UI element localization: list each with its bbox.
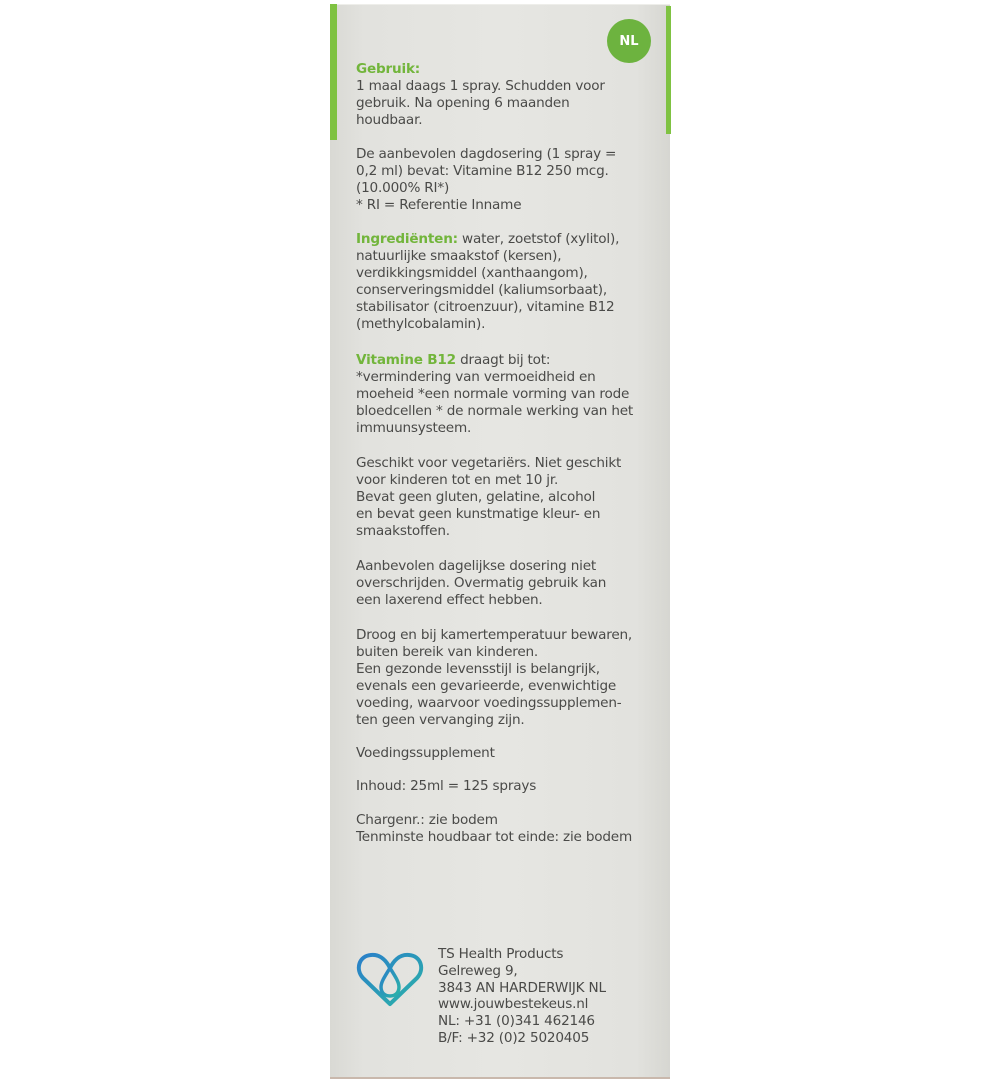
dosage-section bbox=[356, 146, 666, 214]
text-line: (methylcobalamin). bbox=[356, 316, 486, 332]
text-line: water, zoetstof (xylitol), bbox=[457, 231, 620, 247]
text-line: stabilisator (citroenzuur), vitamine B12 bbox=[356, 299, 615, 315]
phone-bf: B/F: +32 (0)2 5020405 bbox=[438, 1029, 590, 1046]
address-line: Gelreweg 9, bbox=[438, 962, 518, 979]
text-line: draagt bij tot: bbox=[455, 352, 551, 368]
warning-section bbox=[356, 558, 666, 609]
text-line: gebruik. Na opening 6 maanden bbox=[356, 95, 570, 111]
text-line: voor kinderen tot en met 10 jr. bbox=[356, 472, 559, 488]
text-line: verdikkingsmiddel (xanthaangom), bbox=[356, 265, 588, 281]
text-line: Geschikt voor vegetariërs. Niet geschikt bbox=[356, 455, 622, 471]
company-address bbox=[438, 946, 748, 1047]
batch-section bbox=[356, 812, 666, 846]
text-line: *vermindering van vermoeidheid en bbox=[356, 369, 596, 385]
language-badge: NL bbox=[607, 19, 651, 63]
text-line: voeding, waarvoor voedingssupplemen- bbox=[356, 695, 622, 711]
text-line: ten geen vervanging zijn. bbox=[356, 712, 525, 728]
storage-section bbox=[356, 627, 666, 729]
suitability-section bbox=[356, 455, 666, 540]
green-stripe-right bbox=[666, 6, 671, 134]
green-stripe-left bbox=[330, 4, 337, 140]
company-name: TS Health Products bbox=[438, 946, 564, 962]
text-line: 0,2 ml) bevat: Vitamine B12 250 mcg. bbox=[356, 163, 609, 179]
text-line: * RI = Referentie Inname bbox=[356, 197, 522, 213]
product-type: Voedingssupplement bbox=[356, 745, 495, 761]
text-line: natuurlijke smaakstof (kersen), bbox=[356, 248, 562, 264]
text-line: moeheid *een normale vorming van rode bbox=[356, 386, 630, 402]
ingredients-section bbox=[356, 231, 666, 333]
text-line: bloedcellen * de normale werking van het bbox=[356, 403, 634, 419]
address-line: 3843 AN HARDERWIJK NL bbox=[438, 979, 606, 996]
text-line: Aanbevolen dagelijkse dosering niet bbox=[356, 558, 597, 574]
text-line: evenals een gevarieerde, evenwichtige bbox=[356, 678, 617, 694]
text-line: een laxerend effect hebben. bbox=[356, 592, 543, 608]
ingredients-heading: Ingrediënten: bbox=[356, 231, 458, 247]
phone-nl: NL: +31 (0)341 462146 bbox=[438, 1013, 595, 1030]
text-line: 1 maal daags 1 spray. Schudden voor bbox=[356, 78, 605, 94]
text-line: immuunsysteem. bbox=[356, 420, 472, 436]
text-line: De aanbevolen dagdosering (1 spray = bbox=[356, 146, 617, 162]
claim-heading: Vitamine B12 bbox=[356, 352, 456, 368]
text-line: overschrijden. Overmatig gebruik kan bbox=[356, 575, 607, 591]
text-line: Droog en bij kamertemperatuur bewaren, bbox=[356, 627, 633, 643]
usage-heading: Gebruik: bbox=[356, 61, 421, 77]
text-line: conserveringsmiddel (kaliumsorbaat), bbox=[356, 282, 607, 298]
text-line: Chargenr.: zie bodem bbox=[356, 812, 498, 828]
claim-section bbox=[356, 352, 666, 437]
text-line: Een gezonde levensstijl is belangrijk, bbox=[356, 661, 600, 677]
text-line: Tenminste houdbaar tot einde: zie bodem bbox=[356, 829, 633, 845]
text-line: smaakstoffen. bbox=[356, 523, 450, 539]
text-line: en bevat geen kunstmatige kleur- en bbox=[356, 506, 601, 522]
website: www.jouwbestekeus.nl bbox=[438, 996, 589, 1013]
usage-section bbox=[356, 61, 666, 129]
heart-drop-logo-icon bbox=[355, 950, 425, 1008]
text-line: houdbaar. bbox=[356, 112, 423, 128]
text-line: (10.000% RI*) bbox=[356, 180, 450, 196]
contents: Inhoud: 25ml = 125 sprays bbox=[356, 778, 537, 794]
text-line: buiten bereik van kinderen. bbox=[356, 644, 539, 660]
text-line: Bevat geen gluten, gelatine, alcohol bbox=[356, 489, 596, 505]
